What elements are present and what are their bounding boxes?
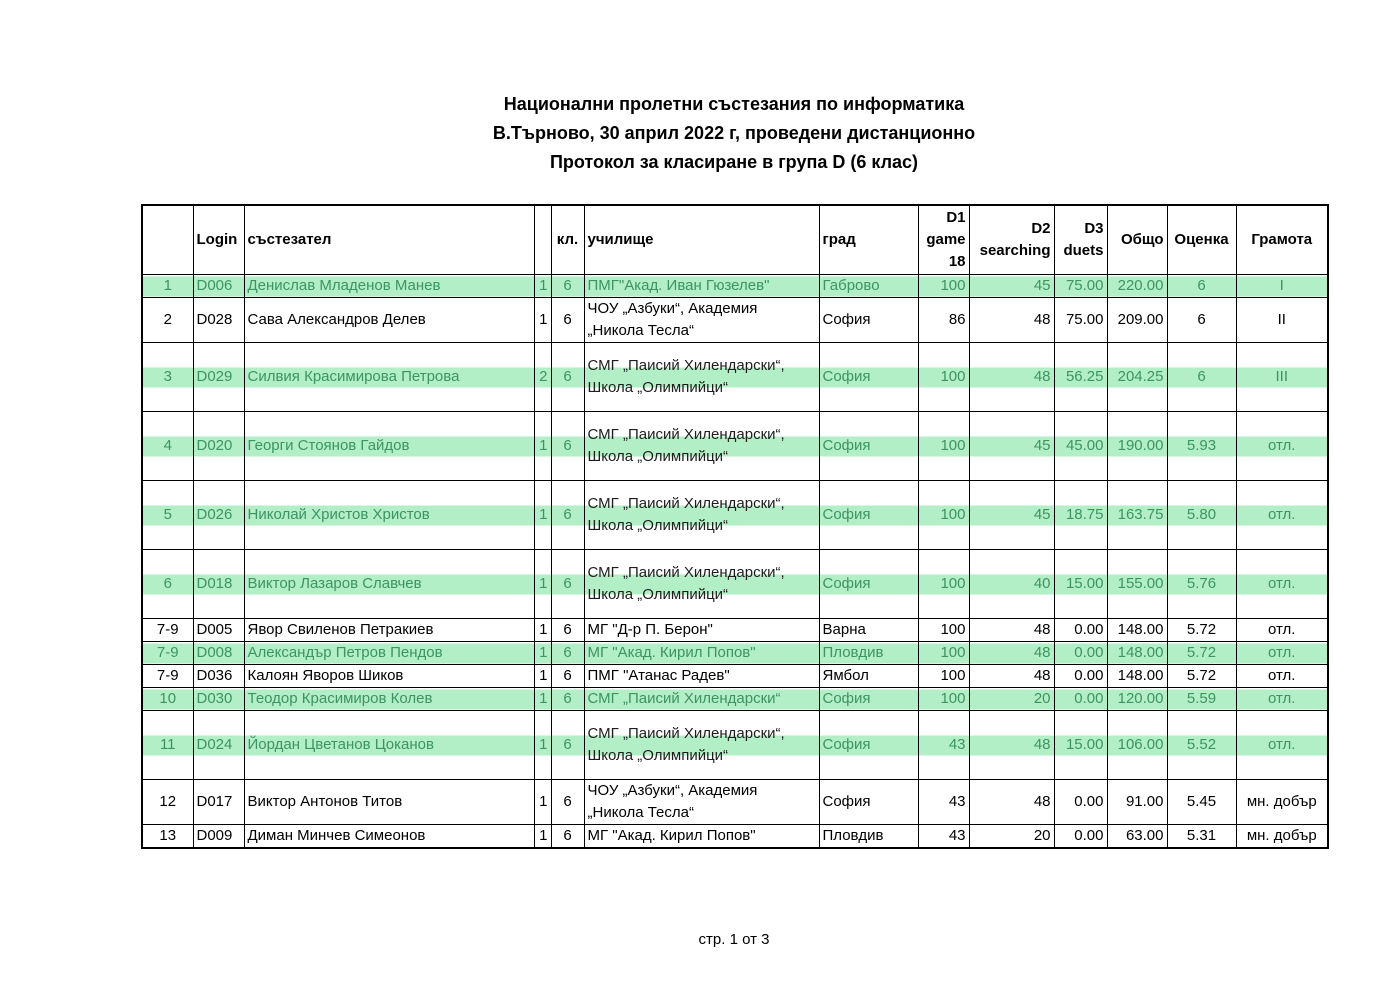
header-contestant: състезател — [244, 205, 534, 275]
rank-cell: 13 — [142, 825, 193, 849]
award-cell: отл. — [1236, 550, 1328, 619]
d3-score-cell: 75.00 — [1054, 275, 1107, 298]
d1-score-cell: 100 — [918, 619, 969, 642]
total-score-cell: 106.00 — [1107, 711, 1167, 780]
login-cell: D036 — [193, 665, 244, 688]
mark-cell: 5.76 — [1167, 550, 1236, 619]
mark-cell: 5.72 — [1167, 665, 1236, 688]
title-line-protocol: Протокол за класиране в група D (6 клас) — [549, 152, 919, 172]
header-row — [142, 205, 1328, 275]
rank-cell: 2 — [142, 298, 193, 343]
city-cell: Пловдив — [819, 642, 918, 665]
group-cell: 1 — [534, 688, 551, 711]
school-line: Школа „Олимпийци“ — [587, 747, 729, 764]
header-d2-task: searching — [979, 242, 1051, 259]
d2-score-cell: 48 — [969, 619, 1054, 642]
contestant-name-cell: Виктор Лазаров Славчев — [244, 550, 534, 619]
class-cell: 6 — [551, 550, 584, 619]
class-cell: 6 — [551, 412, 584, 481]
city-cell: София — [819, 481, 918, 550]
class-cell: 6 — [551, 825, 584, 849]
school-line: Школа „Олимпийци“ — [587, 517, 729, 534]
award-cell: отл. — [1236, 665, 1328, 688]
contestant-name-cell: Сава Александров Делев — [244, 298, 534, 343]
school-cell — [584, 642, 819, 665]
d1-score-cell: 100 — [918, 481, 969, 550]
class-cell: 6 — [551, 688, 584, 711]
d3-score-cell: 75.00 — [1054, 298, 1107, 343]
ranking-table — [141, 204, 1329, 849]
login-cell: D029 — [193, 343, 244, 412]
login-cell: D020 — [193, 412, 244, 481]
contestant-name-cell: Александър Петров Пендов — [244, 642, 534, 665]
d3-score-cell: 0.00 — [1054, 688, 1107, 711]
d2-score-cell: 40 — [969, 550, 1054, 619]
d3-score-cell: 56.25 — [1054, 343, 1107, 412]
table-row — [142, 688, 1328, 711]
award-cell: мн. добър — [1236, 825, 1328, 849]
city-cell: Варна — [819, 619, 918, 642]
contestant-name-cell: Теодор Красимиров Колев — [244, 688, 534, 711]
contestant-name-cell: Георги Стоянов Гайдов — [244, 412, 534, 481]
d2-score-cell: 45 — [969, 412, 1054, 481]
school-line: ПМГ"Акад. Иван Гюзелев" — [587, 277, 770, 294]
total-score-cell: 209.00 — [1107, 298, 1167, 343]
school-cell — [584, 665, 819, 688]
d3-score-cell: 45.00 — [1054, 412, 1107, 481]
city-cell: София — [819, 711, 918, 780]
table-row — [142, 275, 1328, 298]
d3-score-cell: 0.00 — [1054, 619, 1107, 642]
table-row — [142, 825, 1328, 849]
school-line: СМГ „Паисий Хилендарски“, — [587, 426, 785, 443]
city-cell: Пловдив — [819, 825, 918, 849]
d1-score-cell: 100 — [918, 412, 969, 481]
award-cell: I — [1236, 275, 1328, 298]
class-cell: 6 — [551, 481, 584, 550]
mark-cell: 5.59 — [1167, 688, 1236, 711]
school-line: Школа „Олимпийци“ — [587, 379, 729, 396]
rank-cell: 3 — [142, 343, 193, 412]
d2-score-cell: 20 — [969, 825, 1054, 849]
header-school: училище — [584, 205, 819, 275]
school-line: МГ "Акад. Кирил Попов" — [587, 644, 756, 661]
group-cell: 1 — [534, 550, 551, 619]
rank-cell: 7-9 — [142, 619, 193, 642]
title-line-competition: Национални пролетни състезания по информатика — [503, 94, 965, 114]
d1-score-cell: 100 — [918, 688, 969, 711]
header-city: град — [819, 205, 918, 275]
d1-score-cell: 100 — [918, 665, 969, 688]
school-line: „Никола Тесла“ — [587, 804, 694, 821]
header-d1-code: D1 — [946, 209, 966, 226]
group-cell: 1 — [534, 412, 551, 481]
group-cell: 1 — [534, 825, 551, 849]
mark-cell: 6 — [1167, 298, 1236, 343]
login-cell: D026 — [193, 481, 244, 550]
header-d1-task: game — [926, 231, 966, 248]
rank-cell: 12 — [142, 780, 193, 825]
d2-score-cell: 45 — [969, 481, 1054, 550]
class-cell: 6 — [551, 780, 584, 825]
total-score-cell: 190.00 — [1107, 412, 1167, 481]
school-line: МГ "Акад. Кирил Попов" — [587, 827, 756, 844]
header-rank-cell — [142, 205, 193, 275]
d1-score-cell: 100 — [918, 550, 969, 619]
school-cell — [584, 343, 819, 412]
school-line: СМГ „Паисий Хилендарски“, — [587, 564, 785, 581]
group-cell: 1 — [534, 711, 551, 780]
login-cell: D024 — [193, 711, 244, 780]
school-cell — [584, 619, 819, 642]
class-cell: 6 — [551, 343, 584, 412]
award-cell: мн. добър — [1236, 780, 1328, 825]
d3-score-cell: 0.00 — [1054, 780, 1107, 825]
login-cell: D006 — [193, 275, 244, 298]
group-cell: 1 — [534, 619, 551, 642]
table-row — [142, 642, 1328, 665]
document-title — [141, 90, 1327, 177]
header-d2 — [969, 205, 1054, 275]
class-cell: 6 — [551, 619, 584, 642]
school-line: ЧОУ „Азбуки“, Академия — [587, 300, 758, 317]
table-row — [142, 550, 1328, 619]
school-line: ЧОУ „Азбуки“, Академия — [587, 782, 758, 799]
class-cell: 6 — [551, 298, 584, 343]
d2-score-cell: 48 — [969, 298, 1054, 343]
login-cell: D005 — [193, 619, 244, 642]
contestant-name-cell: Калоян Яворов Шиков — [244, 665, 534, 688]
class-cell: 6 — [551, 665, 584, 688]
contestant-name-cell: Денислав Младенов Манев — [244, 275, 534, 298]
mark-cell: 5.31 — [1167, 825, 1236, 849]
school-line: „Никола Тесла“ — [587, 322, 694, 339]
rank-cell: 1 — [142, 275, 193, 298]
school-line: Школа „Олимпийци“ — [587, 586, 729, 603]
d2-score-cell: 48 — [969, 780, 1054, 825]
header-total: Общо — [1107, 205, 1167, 275]
rank-cell: 10 — [142, 688, 193, 711]
school-cell — [584, 275, 819, 298]
award-cell: отл. — [1236, 711, 1328, 780]
login-cell: D018 — [193, 550, 244, 619]
award-cell: отл. — [1236, 481, 1328, 550]
d2-score-cell: 48 — [969, 665, 1054, 688]
group-cell: 2 — [534, 343, 551, 412]
school-cell — [584, 481, 819, 550]
city-cell: София — [819, 412, 918, 481]
total-score-cell: 220.00 — [1107, 275, 1167, 298]
group-cell: 1 — [534, 780, 551, 825]
mark-cell: 5.45 — [1167, 780, 1236, 825]
total-score-cell: 120.00 — [1107, 688, 1167, 711]
table-row — [142, 780, 1328, 825]
award-cell: отл. — [1236, 642, 1328, 665]
d1-score-cell: 100 — [918, 275, 969, 298]
d2-score-cell: 45 — [969, 275, 1054, 298]
contestant-name-cell: Николай Христов Христов — [244, 481, 534, 550]
d3-score-cell: 15.00 — [1054, 550, 1107, 619]
mark-cell: 5.72 — [1167, 642, 1236, 665]
school-cell — [584, 825, 819, 849]
rank-cell: 7-9 — [142, 665, 193, 688]
d2-score-cell: 20 — [969, 688, 1054, 711]
table-row — [142, 343, 1328, 412]
contestant-name-cell: Силвия Красимирова Петрова — [244, 343, 534, 412]
total-score-cell: 148.00 — [1107, 642, 1167, 665]
d3-score-cell: 0.00 — [1054, 825, 1107, 849]
school-cell — [584, 688, 819, 711]
class-cell: 6 — [551, 275, 584, 298]
d3-score-cell: 0.00 — [1054, 642, 1107, 665]
rank-cell: 5 — [142, 481, 193, 550]
total-score-cell: 155.00 — [1107, 550, 1167, 619]
d1-score-cell: 43 — [918, 780, 969, 825]
header-d3-code: D3 — [1084, 220, 1104, 237]
city-cell: София — [819, 298, 918, 343]
mark-cell: 5.80 — [1167, 481, 1236, 550]
d3-score-cell: 15.00 — [1054, 711, 1107, 780]
group-cell: 1 — [534, 665, 551, 688]
total-score-cell: 204.25 — [1107, 343, 1167, 412]
rank-cell: 6 — [142, 550, 193, 619]
login-cell: D008 — [193, 642, 244, 665]
header-mark: Оценка — [1167, 205, 1236, 275]
table-row — [142, 481, 1328, 550]
d2-score-cell: 48 — [969, 711, 1054, 780]
login-cell: D017 — [193, 780, 244, 825]
contestant-name-cell: Йордан Цветанов Цоканов — [244, 711, 534, 780]
group-cell: 1 — [534, 275, 551, 298]
login-cell: D009 — [193, 825, 244, 849]
d2-score-cell: 48 — [969, 343, 1054, 412]
class-cell: 6 — [551, 711, 584, 780]
d3-score-cell: 0.00 — [1054, 665, 1107, 688]
header-award: Грамота — [1236, 205, 1328, 275]
city-cell: София — [819, 550, 918, 619]
city-cell: София — [819, 688, 918, 711]
city-cell: София — [819, 343, 918, 412]
table-row — [142, 711, 1328, 780]
mark-cell: 6 — [1167, 275, 1236, 298]
mark-cell: 6 — [1167, 343, 1236, 412]
table-row — [142, 298, 1328, 343]
school-cell — [584, 780, 819, 825]
d2-score-cell: 48 — [969, 642, 1054, 665]
total-score-cell: 91.00 — [1107, 780, 1167, 825]
contestant-name-cell: Явор Свиленов Петракиев — [244, 619, 534, 642]
login-cell: D030 — [193, 688, 244, 711]
total-score-cell: 148.00 — [1107, 619, 1167, 642]
d1-score-cell: 100 — [918, 343, 969, 412]
award-cell: отл. — [1236, 619, 1328, 642]
city-cell: София — [819, 780, 918, 825]
school-cell — [584, 412, 819, 481]
school-cell — [584, 550, 819, 619]
city-cell: Ямбол — [819, 665, 918, 688]
rank-cell: 7-9 — [142, 642, 193, 665]
d1-score-cell: 100 — [918, 642, 969, 665]
mark-cell: 5.52 — [1167, 711, 1236, 780]
d1-score-cell: 86 — [918, 298, 969, 343]
award-cell: отл. — [1236, 688, 1328, 711]
school-line: СМГ „Паисий Хилендарски“, — [587, 495, 785, 512]
header-d1 — [918, 205, 969, 275]
login-cell: D028 — [193, 298, 244, 343]
d3-score-cell: 18.75 — [1054, 481, 1107, 550]
total-score-cell: 163.75 — [1107, 481, 1167, 550]
header-class: кл. — [551, 205, 584, 275]
d1-score-cell: 43 — [918, 711, 969, 780]
header-d3 — [1054, 205, 1107, 275]
group-cell: 1 — [534, 298, 551, 343]
total-score-cell: 63.00 — [1107, 825, 1167, 849]
table-row — [142, 412, 1328, 481]
school-line: Школа „Олимпийци“ — [587, 448, 729, 465]
school-cell — [584, 298, 819, 343]
rank-cell: 4 — [142, 412, 193, 481]
award-cell: II — [1236, 298, 1328, 343]
class-cell: 6 — [551, 642, 584, 665]
school-line: МГ "Д-р П. Берон" — [587, 621, 713, 638]
school-line: ПМГ "Атанас Радев" — [587, 667, 730, 684]
header-group-cell — [534, 205, 551, 275]
contestant-name-cell: Виктор Антонов Титов — [244, 780, 534, 825]
school-line: СМГ „Паисий Хилендарски“ — [587, 690, 781, 707]
header-d1-number: 18 — [948, 253, 966, 270]
city-cell: Габрово — [819, 275, 918, 298]
table-row — [142, 619, 1328, 642]
school-line: СМГ „Паисий Хилендарски“, — [587, 725, 785, 742]
d1-score-cell: 43 — [918, 825, 969, 849]
title-line-place-date: В.Търново, 30 април 2022 г, проведени дистанционно — [492, 123, 976, 143]
table-row — [142, 665, 1328, 688]
group-cell: 1 — [534, 642, 551, 665]
mark-cell: 5.93 — [1167, 412, 1236, 481]
header-d2-code: D2 — [1031, 220, 1051, 237]
rank-cell: 11 — [142, 711, 193, 780]
school-line: СМГ „Паисий Хилендарски“, — [587, 357, 785, 374]
header-d3-task: duets — [1063, 242, 1104, 259]
header-login: Login — [193, 205, 244, 275]
page-number: стр. 1 от 3 — [698, 931, 770, 948]
mark-cell: 5.72 — [1167, 619, 1236, 642]
award-cell: отл. — [1236, 412, 1328, 481]
school-cell — [584, 711, 819, 780]
award-cell: III — [1236, 343, 1328, 412]
group-cell: 1 — [534, 481, 551, 550]
total-score-cell: 148.00 — [1107, 665, 1167, 688]
contestant-name-cell: Диман Минчев Симеонов — [244, 825, 534, 849]
